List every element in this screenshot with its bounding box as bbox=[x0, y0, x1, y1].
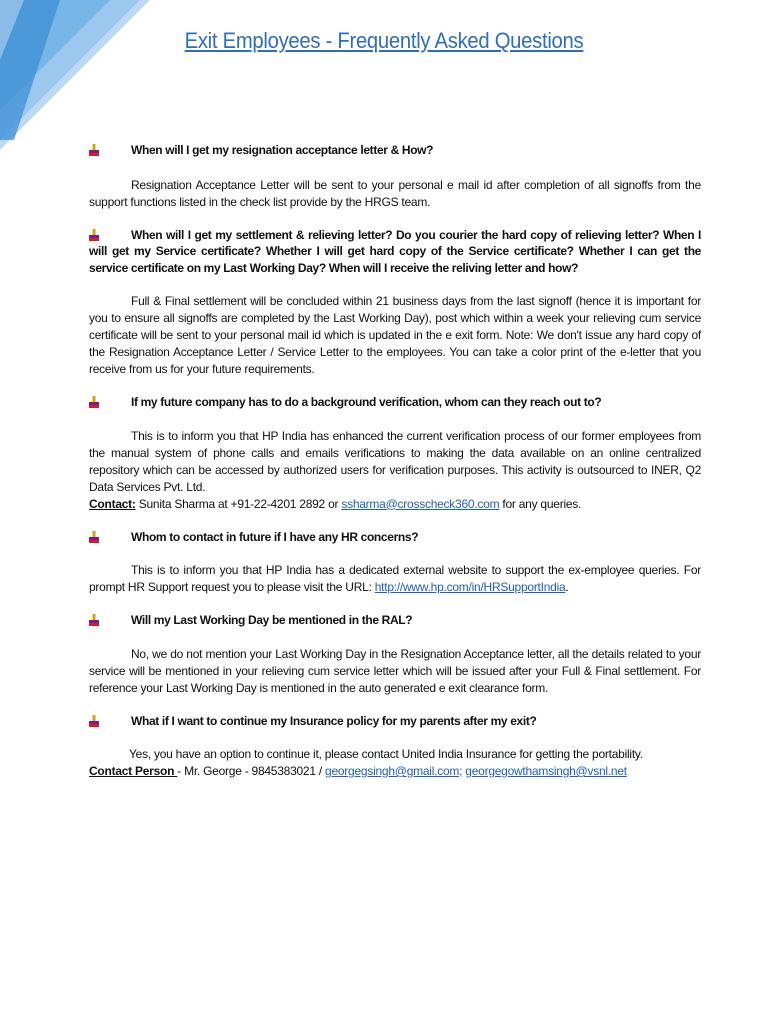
bullet-icon bbox=[88, 229, 100, 241]
faq-question-text: Will my Last Working Day be mentioned in the RAL? bbox=[131, 613, 413, 627]
faq-item bbox=[89, 142, 701, 211]
faq-item bbox=[89, 612, 701, 697]
faq-question-text: When will I get my settlement & relieving letter? Do you courier the hard copy of relieving letter? When I will get my Service certificate? Whether I will get hard copy of the Service certificate? Whether I can get the service certificate on my Last Working Day? When will I receive the reliving letter and how? bbox=[89, 227, 701, 275]
faq-content bbox=[89, 142, 701, 780]
page-title: Exit Employees - Frequently Asked Questions bbox=[184, 28, 584, 53]
bullet-icon bbox=[88, 396, 100, 408]
faq-question bbox=[89, 142, 701, 159]
faq-question bbox=[89, 713, 701, 730]
faq-question-text: When will I get my resignation acceptance letter & How? bbox=[131, 143, 434, 157]
faq-answer: No, we do not mention your Last Working Day in the Resignation Acceptance letter, all the details related to your service will be mentioned in your relieving cum service letter which will be issued after your Full & Final settlement. For reference your Last Working Day is mentioned in the auto generated e exit clearance form. bbox=[89, 646, 701, 695]
bullet-icon bbox=[88, 531, 100, 543]
faq-item bbox=[89, 394, 701, 513]
hr-support-url-link[interactable]: http://www.hp.com/in/HRSupportIndia bbox=[374, 580, 566, 594]
faq-item bbox=[89, 227, 701, 379]
faq-answer: Full & Final settlement will be concluded within 21 business days from the last signoff (hence it is important for you to ensure all signoffs are completed by the Last Working Day), post which within a week your relieving cum service certificate will be sent to your personal mail id which is updated in the e exit form. Note: We don't issue any hard copy of the Resignation Acceptance Letter / Service Letter to the employees. You can take a color print of the e-letter that you receive from us for your future requirements. bbox=[89, 294, 701, 376]
corner-decoration bbox=[0, 0, 150, 150]
faq-question bbox=[89, 612, 701, 629]
faq-question-text: If my future company has to do a background verification, whom can they reach out to? bbox=[131, 395, 602, 409]
faq-question bbox=[89, 227, 701, 277]
faq-answer: This is to inform you that HP India has a dedicated external website to support the ex-employee queries. For prompt HR Support request you to please visit the URL: http://www.hp.com/in/HRSupportIndia. bbox=[89, 563, 701, 594]
faq-item bbox=[89, 713, 701, 781]
faq-question-text: Whom to contact in future if I have any HR concerns? bbox=[131, 529, 419, 544]
faq-question-text: What if I want to continue my Insurance policy for my parents after my exit? bbox=[131, 713, 537, 728]
contact-label: Contact: bbox=[89, 496, 136, 511]
faq-question bbox=[89, 529, 701, 546]
faq-answer: This is to inform you that HP India has enhanced the current verification process of our former employees from the manual system of phone calls and emails verifications to making the data available on an online centralized repository which can be accessed by authorized users for verification purposes. This activity is outsourced to INER, Q2 Data Services Pvt. Ltd. Contact: Sunita Sharma at +91-22-4201 2892 or ssharma@crosscheck360.com for any queries. bbox=[89, 428, 701, 511]
contact-email-link[interactable]: ssharma@crosscheck360.com bbox=[341, 496, 500, 511]
contact-email-link[interactable]: georgegowthamsingh@vsnl.net bbox=[465, 764, 627, 778]
bullet-icon bbox=[88, 614, 100, 626]
contact-email-link[interactable]: georgegsingh@gmail.com; bbox=[325, 764, 463, 778]
faq-answer: Yes, you have an option to continue it, please contact United India Insurance for getting the portability. Contact Person - Mr. George - 9845383021 / georgegsingh@gmail.com; georgegowthamsingh@vsnl.net bbox=[89, 747, 643, 778]
bullet-icon bbox=[88, 715, 100, 727]
faq-item bbox=[89, 529, 701, 597]
contact-label: Contact Person bbox=[89, 764, 178, 778]
faq-answer: Resignation Acceptance Letter will be sent to your personal e mail id after completion of all signoffs from the support functions listed in the check list provide by the HRGS team. bbox=[89, 177, 701, 209]
bullet-icon bbox=[88, 144, 100, 156]
faq-question bbox=[89, 394, 701, 411]
